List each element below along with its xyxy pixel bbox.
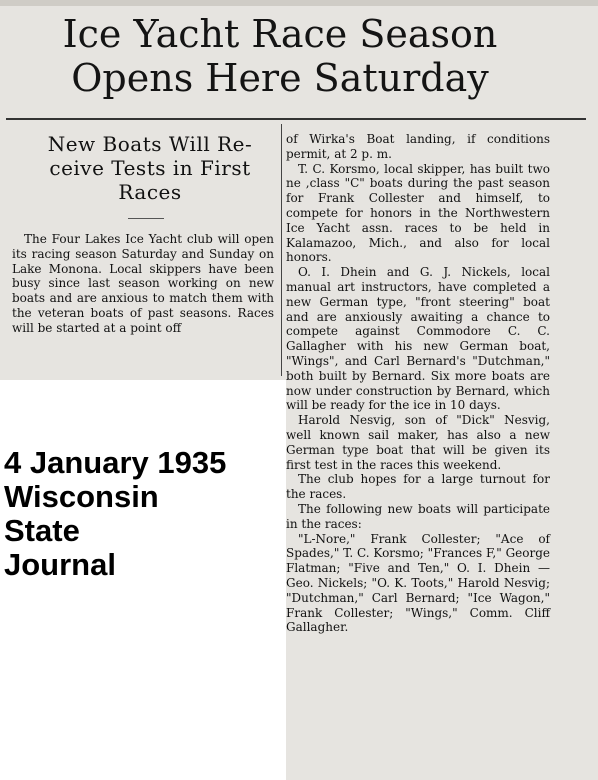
headline [0,12,560,100]
clipping-top-edge [0,0,598,6]
subhead-line-3: Races [118,180,182,204]
caption-date: 4 January 1935 [4,445,227,480]
headline-line-1: Ice Yacht Race Season [62,12,498,56]
headline-rule [6,118,586,120]
caption-line-3: State [4,513,80,548]
right-paragraph-6: The following new boats will participate in the races: [286,501,550,531]
right-paragraph-3: O. I. Dhein and G. J. Nickels, local manual art instructors, have completed a new German type, "front steering" boat and are anxiously awaiting a chance to compete against Commodore C. C. Gallagher with his new German boat, "Wings", and Carl Bernard's "Dutchman," both built by Bernard. Six more boats are now under construction by Bernard, which will be ready for the ice in 10 days. [286,265,550,413]
right-paragraph-1: of Wirka's Boat landing, if conditions permit, at 2 p. m. [286,132,550,161]
source-caption [4,446,284,582]
subhead-line-1: New Boats Will Re- [47,132,253,156]
subhead-dash [128,218,164,219]
subhead-line-2: ceive Tests in First [49,156,251,180]
headline-line-2: Opens Here Saturday [71,56,489,100]
left-column [12,232,274,336]
right-paragraph-7: "L-Nore," Frank Collester; "Ace of Spades," T. C. Korsmo; "Frances F," George Flatman; "Five and Ten," O. I. Dhein — Geo. Nickels; "O. K. Toots," Harold Nesvig; "Dutchman," Carl Bernard; "Ice Wagon," Frank Collester; "Wings," Comm. Cliff Gallagher. [286,531,550,635]
subheadline [18,132,282,204]
right-paragraph-4: Harold Nesvig, son of "Dick" Nesvig, well known sail maker, has also a new German type boat that will be given its first test in the races this weekend. [286,413,550,472]
right-paragraph-2: T. C. Korsmo, local skipper, has built two ne ,class "C" boats during the past season for Frank Collester and himself, to compete for honors in the Northwestern Ice Yacht assn. races to be held in Kalamazoo, Mich., and also for local honors. [286,161,550,265]
left-paragraph: The Four Lakes Ice Yacht club will open its racing season Saturday and Sunday on Lake Monona. Local skippers have been busy since last season working on new boats and are anxious to match them with the veteran boats of past seasons. Races will be started at a point off [12,232,274,335]
caption-line-4: Journal [4,547,116,582]
right-paragraph-5: The club hopes for a large turnout for the races. [286,472,550,502]
caption-line-2: Wisconsin [4,479,159,514]
right-column [286,132,550,635]
